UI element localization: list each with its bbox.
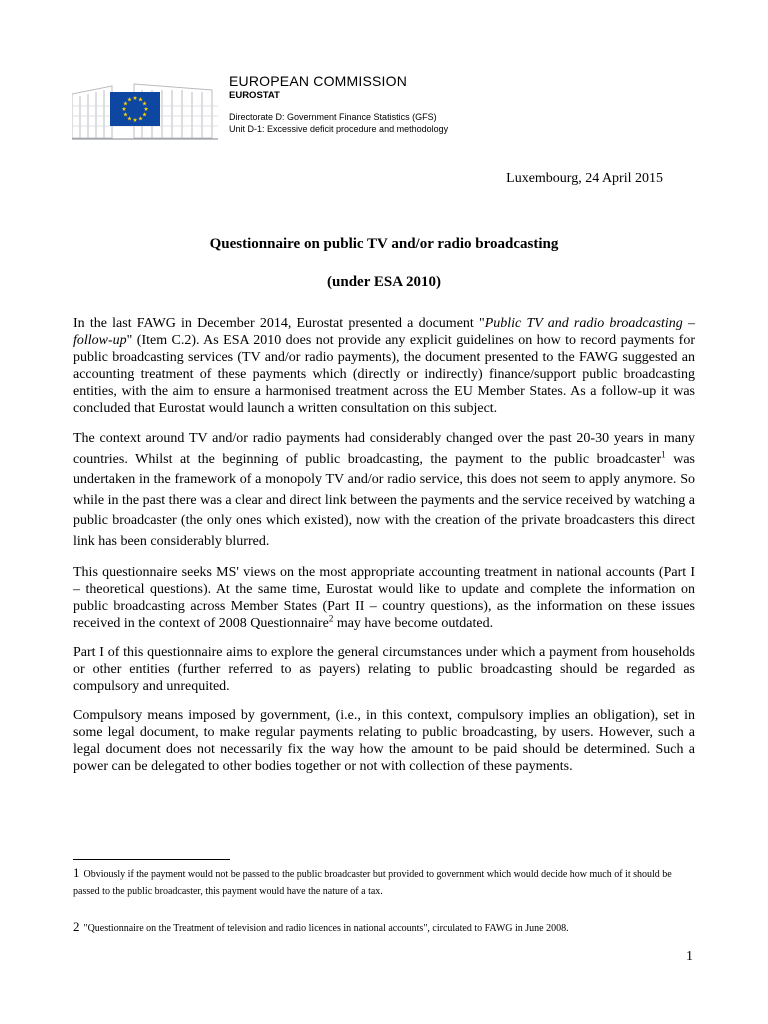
footnotes xyxy=(73,864,693,937)
unit: Unit D-1: Excessive deficit procedure and methodology xyxy=(229,124,449,134)
paragraph-5: Compulsory means imposed by government, (i.e., in this context, compulsory implies an obligation), set in some legal document, to make regular payments relating to public broadcasting, by users. However, such a legal document does not necessarily fix the way how the amount to be paid should be determined. Such a power can be delegated to other bodies together or not with collection of these payments. xyxy=(73,708,695,774)
paragraph-3: This questionnaire seeks MS' views on the most appropriate accounting treatment in national accounts (Part I – theoretical questions). At the same time, Eurostat would like to update and complete the information on public broadcasting across Member States (Part II – country questions), as the information on these issues received in the context of 2008 Questionnaire$^2$ may have become outdated. xyxy=(73,565,695,631)
page-number: 1 xyxy=(686,949,693,964)
document-body xyxy=(73,315,695,787)
organisation-header xyxy=(229,73,448,135)
paragraph-2: The context around TV and/or radio payments had considerably changed over the past 20-30 years in many countries. Whilst at the beginning of public broadcasting, the payment to the public broadcaster$^1$ was undertaken in the framework of a monopoly TV and/or radio service, this does not seem to apply anymore. So while in the past there was a clear and direct link between the payments and the service received by watching a public broadcaster (the only ones which existed), now with the creation of the private broadcasters this direct link has been considerably blurred. xyxy=(73,431,695,549)
paragraph-4: Part I of this questionnaire aims to explore the general circumstances under which a payment from households or other entities (further referred to as payers) relating to public broadcasting should be regarded as compulsory and unrequited. xyxy=(73,645,695,694)
footnote-ref-2[interactable]: 2 xyxy=(328,613,334,624)
footnote-ref-1[interactable]: 1 xyxy=(661,448,666,459)
footnote-1: 1 Obviously if the payment would not be passed to the public broadcaster but provided to government which would decide how much of it should be passed to the public broadcaster, this payment would have the nature of a tax. xyxy=(73,865,672,897)
directorate: Directorate D: Government Finance Statistics (GFS) xyxy=(229,112,437,122)
paragraph-1: In the last FAWG in December 2014, Eurostat presented a document "Public TV and radio broadcasting – follow-up" (Item C.2). As ESA 2010 does not provide any explicit guidelines on how to record payments for public broadcasting services (TV and/or radio payments), the document presented to the FAWG suggested an accounting treatment of these payments which (directly or indirectly) finance/support public broadcasting entities, with the aim to ensure a harmonised treatment across the EU Member States. As a follow-up it was concluded that Eurostat would launch a written consultation on this subject. xyxy=(73,316,695,416)
footnote-separator xyxy=(73,859,230,860)
document-subtitle: (under ESA 2010) xyxy=(327,274,441,290)
document-reference: Public TV and radio broadcasting – follow-up xyxy=(73,316,695,348)
document-date: Luxembourg, 24 April 2015 xyxy=(506,171,663,186)
document-title: Questionnaire on public TV and/or radio broadcasting xyxy=(209,236,559,252)
org-name: EUROPEAN COMMISSION xyxy=(229,73,408,89)
footnote-2: 2 "Questionnaire on the Treatment of television and radio licences in national accounts", circulated to FAWG in June 2008. xyxy=(73,919,569,934)
european-commission-logo xyxy=(72,80,218,142)
org-subtitle: EUROSTAT xyxy=(229,90,280,101)
